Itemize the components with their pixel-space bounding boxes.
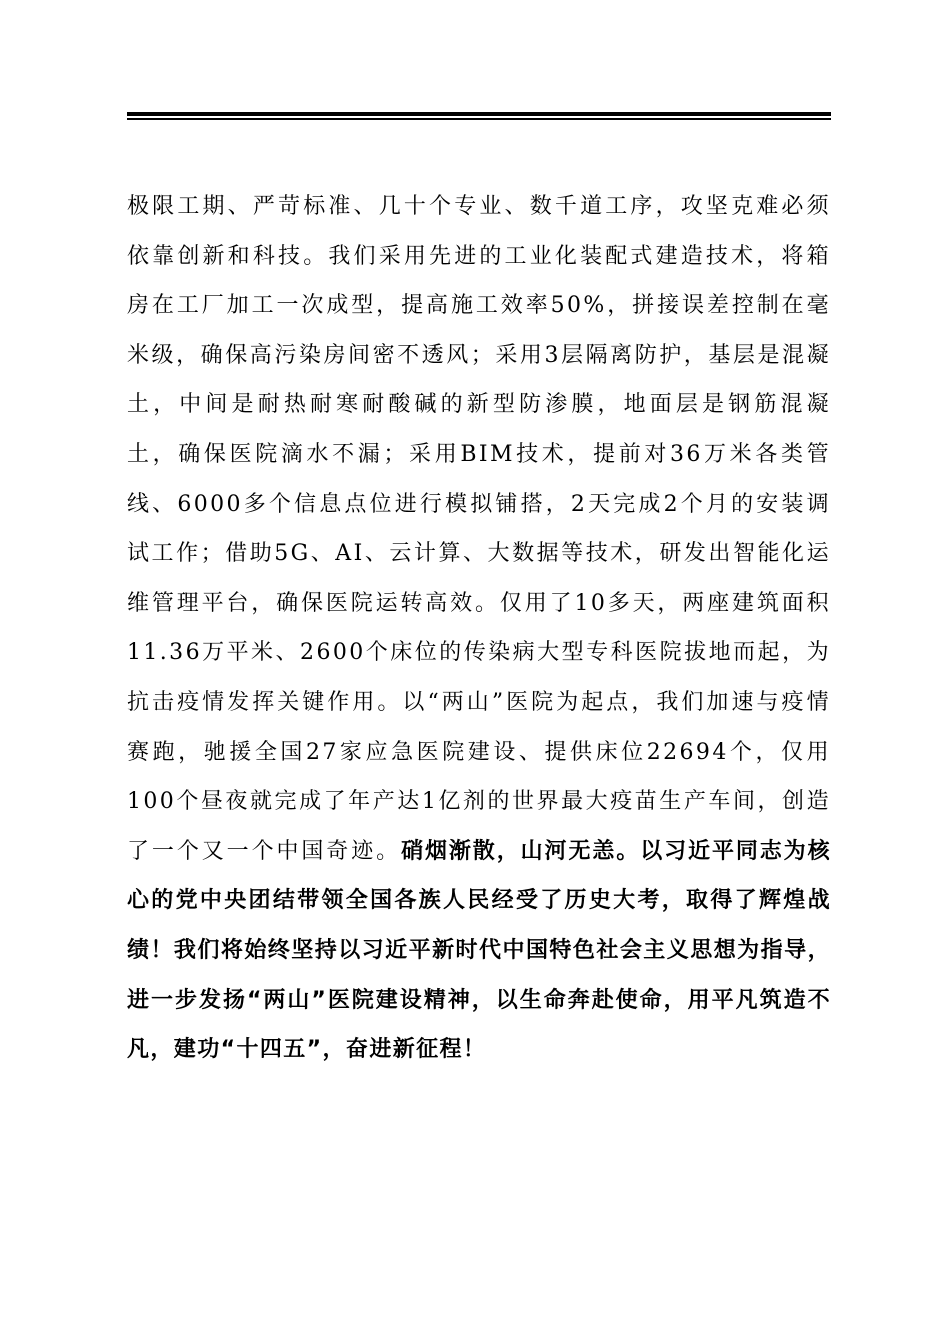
header-double-rule [127,112,831,120]
body-paragraph [127,182,831,1075]
header-rule-thin-line [127,118,831,120]
body-text-regular: 极限工期、严苛标准、几十个专业、数千道工序，攻坚克难必须依靠创新和科技。我们采用先进的工业化装配式建造技术，将箱房在工厂加工一次成型，提高施工效率50%，拼接误差控制在毫米级，确保高污染房间密不透风；采用3层隔离防护，基层是混凝土，中间是耐热耐寒耐酸碱的新型防渗膜，地面层是钢筋混凝土，确保医院滴水不漏；采用BIM技术，提前对36万米各类管线、6000多个信息点位进行模拟铺搭，2天完成2个月的安装调试工作；借助5G、AI、云计算、大数据等技术，研发出智能化运维管理平台，确保医院运转高效。仅用了10多天，两座建筑面积11.36万平米、2600个床位的传染病大型专科医院拔地而起，为抗击疫情发挥关键作用。以“两山”医院为起点，我们加速与疫情赛跑，驰援全国27家应急医院建设、提供床位22694个，仅用100个昼夜就完成了年产达1亿剂的世界最大疫苗生产车间，创造了一个又一个中国奇迹。 [127,194,831,864]
header-rule-thick-line [127,112,831,116]
body-text-bold-conclusion: 硝烟渐散，山河无恙。以习近平同志为核心的党中央团结带领全国各族人民经受了历史大考，取得了辉煌战绩！我们将始终坚持以习近平新时代中国特色社会主义思想为指导，进一步发扬“两山”医院建设精神，以生命奔赴使命，用平凡筑造不凡，建功“十四五”，奋进新征程！ [127,838,832,1063]
